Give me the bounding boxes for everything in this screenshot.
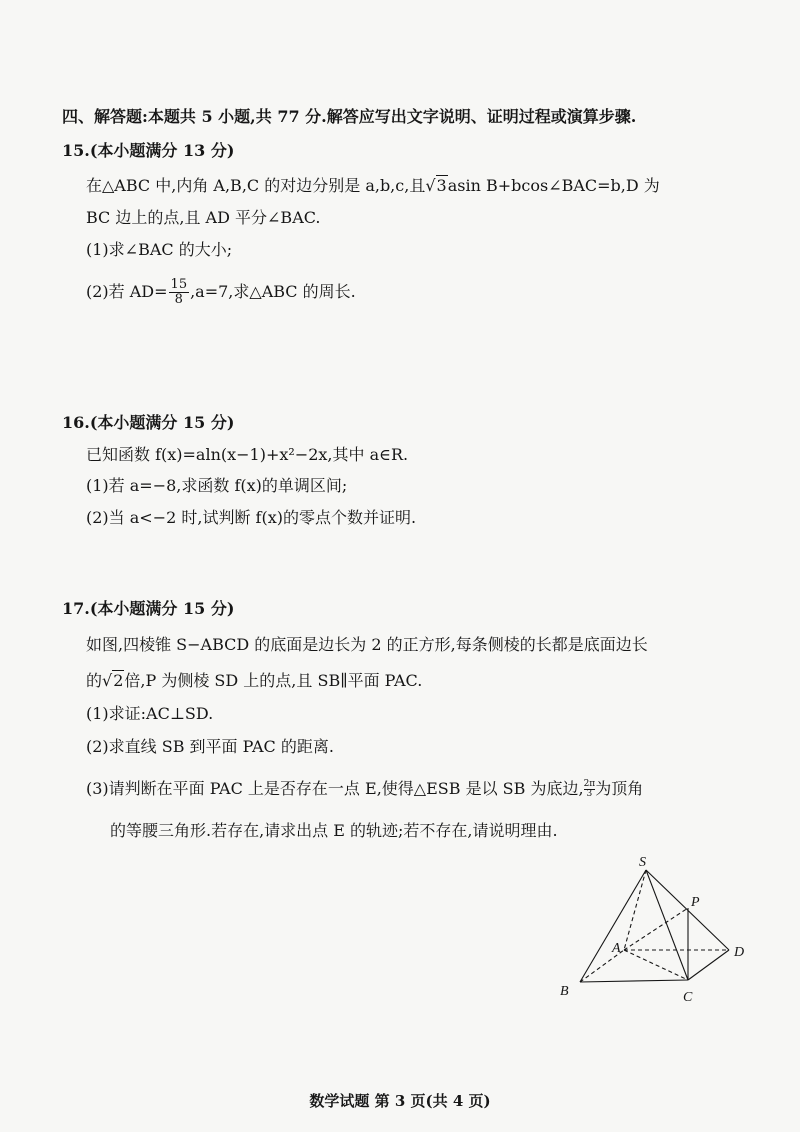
sqrt-symbol: √: [425, 176, 436, 195]
q17-angle-num: 2π: [583, 779, 596, 789]
label-C: C: [683, 990, 693, 1005]
edge-CD: [688, 950, 729, 980]
q17-sqrt-arg: 2: [113, 671, 124, 690]
q16-part2: (2)当 a<−2 时,试判断 f(x)的零点个数并证明.: [86, 508, 417, 527]
q15-frac-den: 8: [174, 292, 183, 307]
q17-stem-line2-b: 倍,P 为侧棱 SD 上的点,且 SB∥平面 PAC.: [124, 671, 423, 690]
edge-SB: [580, 870, 646, 982]
section-title: 四、解答题:本题共 5 小题,共 77 分.解答应写出文字说明、证明过程或演算步骤.: [62, 107, 637, 126]
label-B: B: [560, 984, 569, 999]
q16-stem: 已知函数 f(x)=aln(x−1)+x²−2x,其中 a∈R.: [86, 445, 409, 464]
q17-part3-a: (3)请判断在平面 PAC 上是否存在一点 E,使得△ESB 是以 SB 为底边,: [86, 779, 584, 798]
q17-stem-line1: 如图,四棱锥 S−ABCD 的底面是边长为 2 的正方形,每条侧棱的长都是底面边长: [86, 635, 648, 654]
q15-stem-a: 在△ABC 中,内角 A,B,C 的对边分别是 a,b,c,且: [86, 176, 426, 195]
q17-angle-fraction: [584, 780, 596, 799]
q16-part1: (1)若 a=−8,求函数 f(x)的单调区间;: [86, 476, 348, 495]
label-S: S: [639, 855, 646, 870]
sqrt-symbol: √: [102, 671, 113, 690]
q15-part1: (1)求∠BAC 的大小;: [86, 240, 233, 259]
page-footer: 数学试题 第 3 页(共 4 页): [309, 1092, 491, 1110]
q17-part1: (1)求证:AC⊥SD.: [86, 704, 214, 723]
q17-part3: [86, 778, 643, 800]
q15-fraction: [169, 278, 190, 307]
q17-stem-line2: [86, 670, 422, 692]
edge-BC: [580, 980, 688, 982]
q17-header: 17.(本小题满分 15 分): [62, 599, 235, 618]
q15-header: 15.(本小题满分 13 分): [62, 141, 235, 160]
q15-sqrt-arg: 3: [436, 176, 447, 195]
q16-header: 16.(本小题满分 15 分): [62, 413, 235, 432]
label-P: P: [691, 895, 700, 910]
q17-part2: (2)求直线 SB 到平面 PAC 的距离.: [86, 737, 334, 756]
q17-stem-line2-a: 的: [86, 671, 103, 690]
q15-part2-prefix: (2)若 AD=: [86, 282, 168, 301]
q17-angle-den: 3: [586, 789, 593, 799]
label-D: D: [734, 945, 745, 960]
q15-frac-num: 15: [170, 277, 188, 292]
edge-AP: [624, 908, 688, 950]
q15-stem-b: asin B+bcos∠BAC=b,D 为: [447, 176, 660, 195]
q15-part2: [86, 278, 356, 307]
q15-stem-line2: BC 边上的点,且 AD 平分∠BAC.: [86, 208, 321, 227]
q15-part2-suffix: ,a=7,求△ABC 的周长.: [190, 282, 356, 301]
q15-stem-line1: [86, 175, 660, 197]
q17-part3-b: 为顶角: [595, 779, 644, 798]
pyramid-figure: [555, 848, 755, 1008]
q17-part3-line2: 的等腰三角形.若存在,请求出点 E 的轨迹;若不存在,请说明理由.: [110, 821, 558, 840]
label-A: A: [612, 941, 621, 956]
